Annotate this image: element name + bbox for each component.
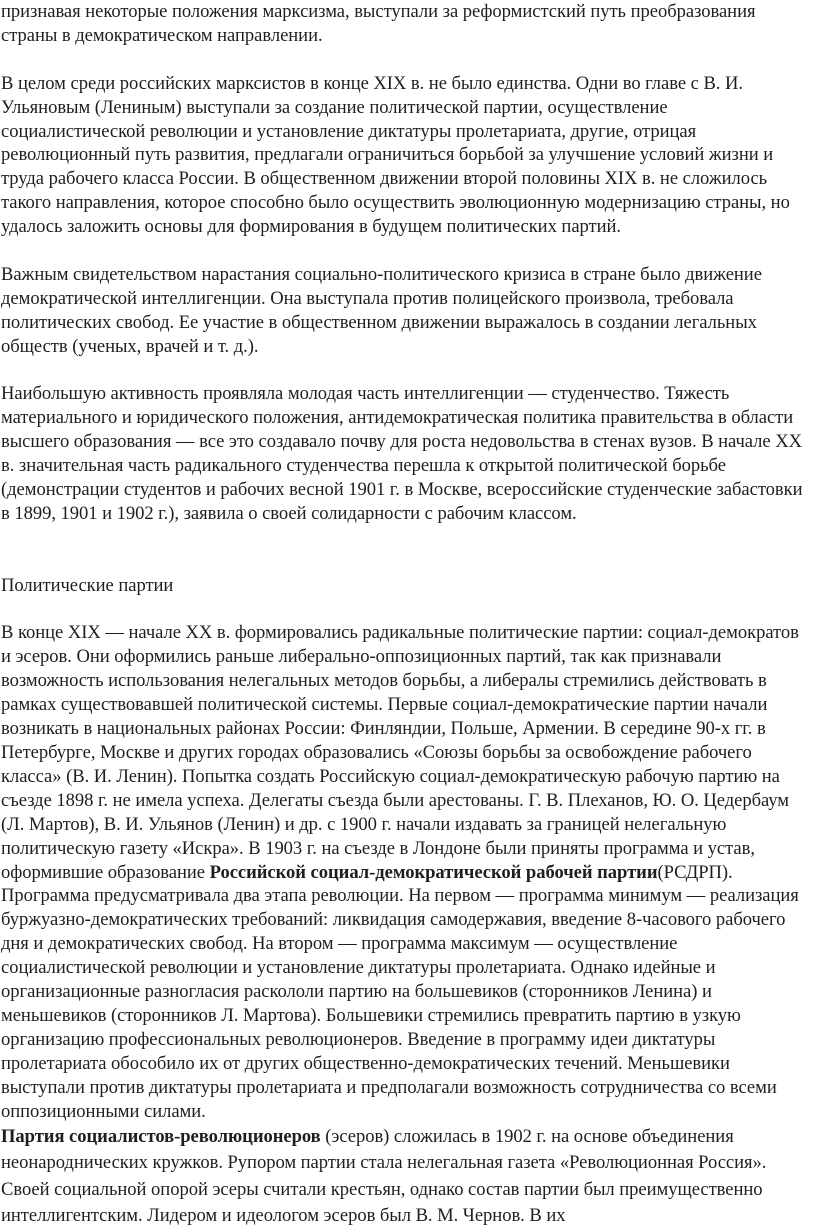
esers-party-name: Партия социалистов-революционеров [1, 1125, 321, 1147]
paragraph-gap [1, 359, 811, 383]
paragraph-marxists: В целом среди российских марксистов в конце XIX в. не было единства. Одни во главе с В. И. Ульяновым (Лениным) выступали за создание политической партии, осуществление социалистической революции и установление диктатуры пролетариата, другие, отрицая революционный путь развития, предлагали ограничиться борьбой за улучшение условий жизни и труда рабочего класса России. В общественном движении второй половины XIX в. не сложилось такого направления, которое способно было осуществить эволюционную модернизацию страны, но удалось заложить основы для формирования в будущем политических партий. [1, 72, 790, 238]
paragraph-intro-continuation: признавая некоторые положения марксизма, выступали за реформистский путь преобразования страны в демократическом направлении. [1, 1, 756, 46]
paragraph-esers [1, 1124, 811, 1230]
paragraph-rsdrp [1, 621, 811, 1123]
paragraph-intelligentsia: Важным свидетельством нарастания социально-политического кризиса в стране было движение демократической интеллигенции. Она выступала против полицейского произвола, требовала политических свобод. Ее участие в общественном движении выражалось в создании легальных обществ (ученых, врачей и т. д.). [1, 263, 762, 357]
paragraph-gap [1, 526, 811, 550]
paragraph-gap [1, 598, 811, 622]
paragraph-gap [1, 239, 811, 263]
paragraph-gap [1, 550, 811, 574]
paragraph-gap [1, 48, 811, 72]
paragraph-esers-text: (эсеров) сложилась в 1902 г. на основе объединения неонароднических кружков. Рупором партии стала нелегальная газета «Революционная Россия». Своей социальной опорой эсеры считали крестьян, однако состав партии был преимущественно интеллигентским. Лидером и идеологом эсеров был В. М. Чернов. В их [1, 1125, 767, 1226]
paragraph-rsdrp-text-end: (РСДРП). Программа предусматривала два этапа революции. На первом — программа минимум — реализация буржуазно-демократических требований: ликвидация самодержавия, введение 8-часового рабочего дня и демократических свобод. На втором — программа максимум — осуществление социалистической революции и установление диктатуры пролетариата. Однако идейные и организационные разногласия раскололи партию на большевиков (сторонников Ленина) и меньшевиков (сторонников Л. Мартова). Большевики стремились превратить партию в узкую организацию профессиональных революционеров. Введение в программу идеи диктатуры пролетариата обособило их от других общественно-демократических течений. Меньшевики выступали против диктатуры пролетариата и предполагали возможность сотрудничества со всеми оппозиционными силами. [1, 861, 799, 1122]
paragraph-rsdrp-text-start: В конце XIX — начале XX в. формировались радикальные политические партии: социал-демократов и эсеров. Они оформились раньше либерально-оппозиционных партий, так как признавали возможность использования нелегальных методов борьбы, а либералы стремились действовать в рамках существовавшей политической системы. Первые социал-демократические партии начали возникать в национальных районах России: Финляндии, Польше, Армении. В середине 90-х гг. в Петербурге, Москве и других городах образовались «Союзы борьбы за освобождение рабочего класса» (В. И. Ленин). Попытка создать Российскую социал-демократическую рабочую партию на съезде 1898 г. не имела успеха. Делегаты съезда были арестованы. Г. В. Плеханов, Ю. О. Цедербаум (Л. Мартов), В. И. Ульянов (Ленин) и др. с 1900 г. начали издавать за границей нелегальную политическую газету «Искра». В 1903 г. на съезде в Лондоне были приняты программа и устав, оформившие образование [1, 622, 799, 883]
section-heading: Политические партии [1, 574, 174, 596]
paragraph-students: Наибольшую активность проявляла молодая часть интеллигенции — студенчество. Тяжесть материального и юридического положения, антидемократическая политика правительства в области высшего образования — все это создавало почву для роста недовольства в стенах вузов. В начале XX в. значительная часть радикального студенчества перешла к открытой политической борьбе (демонстрации студентов и рабочих весной 1901 г. в Москве, всероссийские студенческие забастовки в 1899, 1901 и 1902 г.), заявила о своей солидарности с рабочим классом. [1, 383, 803, 524]
rsdrp-party-name: Российской социал-демократической рабочей партии [209, 861, 658, 883]
